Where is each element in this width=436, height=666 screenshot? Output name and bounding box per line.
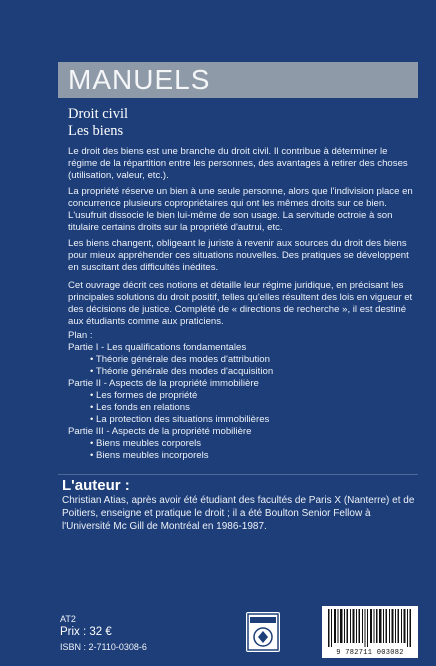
isbn-label: ISBN : 2-7110-0308-6 [60,642,147,652]
barcode-icon [322,606,418,648]
author-bio: Christian Atias, après avoir été étudiant des facultés de Paris X (Nanterre) et de Poitiers, enseigne et pratique le droit ; il a été Boulton Senior Fellow à l'Université Mc Gill de Montréal en 1986-1987. [62,495,415,532]
book-title-line1: Droit civil [68,106,129,122]
series-banner [58,62,418,98]
product-code: AT2 [60,614,76,624]
plan-label: Plan : [68,330,93,341]
book-title-line2: Les biens [68,123,124,139]
plan-item: • Théorie générale des modes d'attribution [90,354,270,366]
series-banner-text: MANUELS [68,64,211,95]
paragraph-intro: Le droit des biens est une branche du droit civil. Il contribue à déterminer le régime de la répartition entre les personnes, des avantages à retirer des choses (utilisation, valeur, etc.). [68,146,408,181]
plan-item: • Les formes de propriété [90,390,197,402]
divider [58,474,418,475]
paragraph-propriete: La propriété réserve un bien à une seule personne, alors que l'indivision place en concurrence plusieurs copropriétaires qui ont les mêmes droits sur ce bien. L'usufruit dissocie le bien lui-même de son usage. La servitude octroie à son titulaire certains droits sur la propriété d'autrui, etc. [68,186,413,233]
barcode-digits: 9 782711 003082 [336,649,404,657]
plan-item: • La protection des situations immobilières [90,414,269,426]
plan-item: • Théorie générale des modes d'acquisition [90,366,273,378]
isbn-barcode [322,606,418,658]
price-label: Prix : 32 € [60,626,112,638]
author-heading: L'auteur : [62,477,130,494]
plan-section [68,330,413,462]
plan-item: • Biens meubles incorporels [90,450,209,462]
paragraph-ouvrage: Cet ouvrage décrit ces notions et détaille leur régime juridique, en précisant les principales solutions du droit positif, telles qu'elles résultent des lois en vigueur et des décisions de justice. Complété de « directions de recherche », il est destiné aux étudiants comme aux praticiens. [68,280,413,327]
plan-item: • Biens meubles corporels [90,438,201,450]
plan-part-1: Partie I - Les qualifications fondamentales [68,342,247,353]
publisher-logo [246,612,280,652]
plan-part-3: Partie III - Aspects de la propriété mobilière [68,426,252,437]
plan-part-2: Partie II - Aspects de la propriété immobilière [68,378,259,389]
dalloz-logo-icon [246,612,280,652]
plan-item: • Les fonds en relations [90,402,190,414]
paragraph-changements: Les biens changent, obligeant le juriste à revenir aux sources du droit des biens pour mieux appréhender ces situations nouvelles. Des pratiques se développent en suscitant des difficultés inédites. [68,238,409,273]
